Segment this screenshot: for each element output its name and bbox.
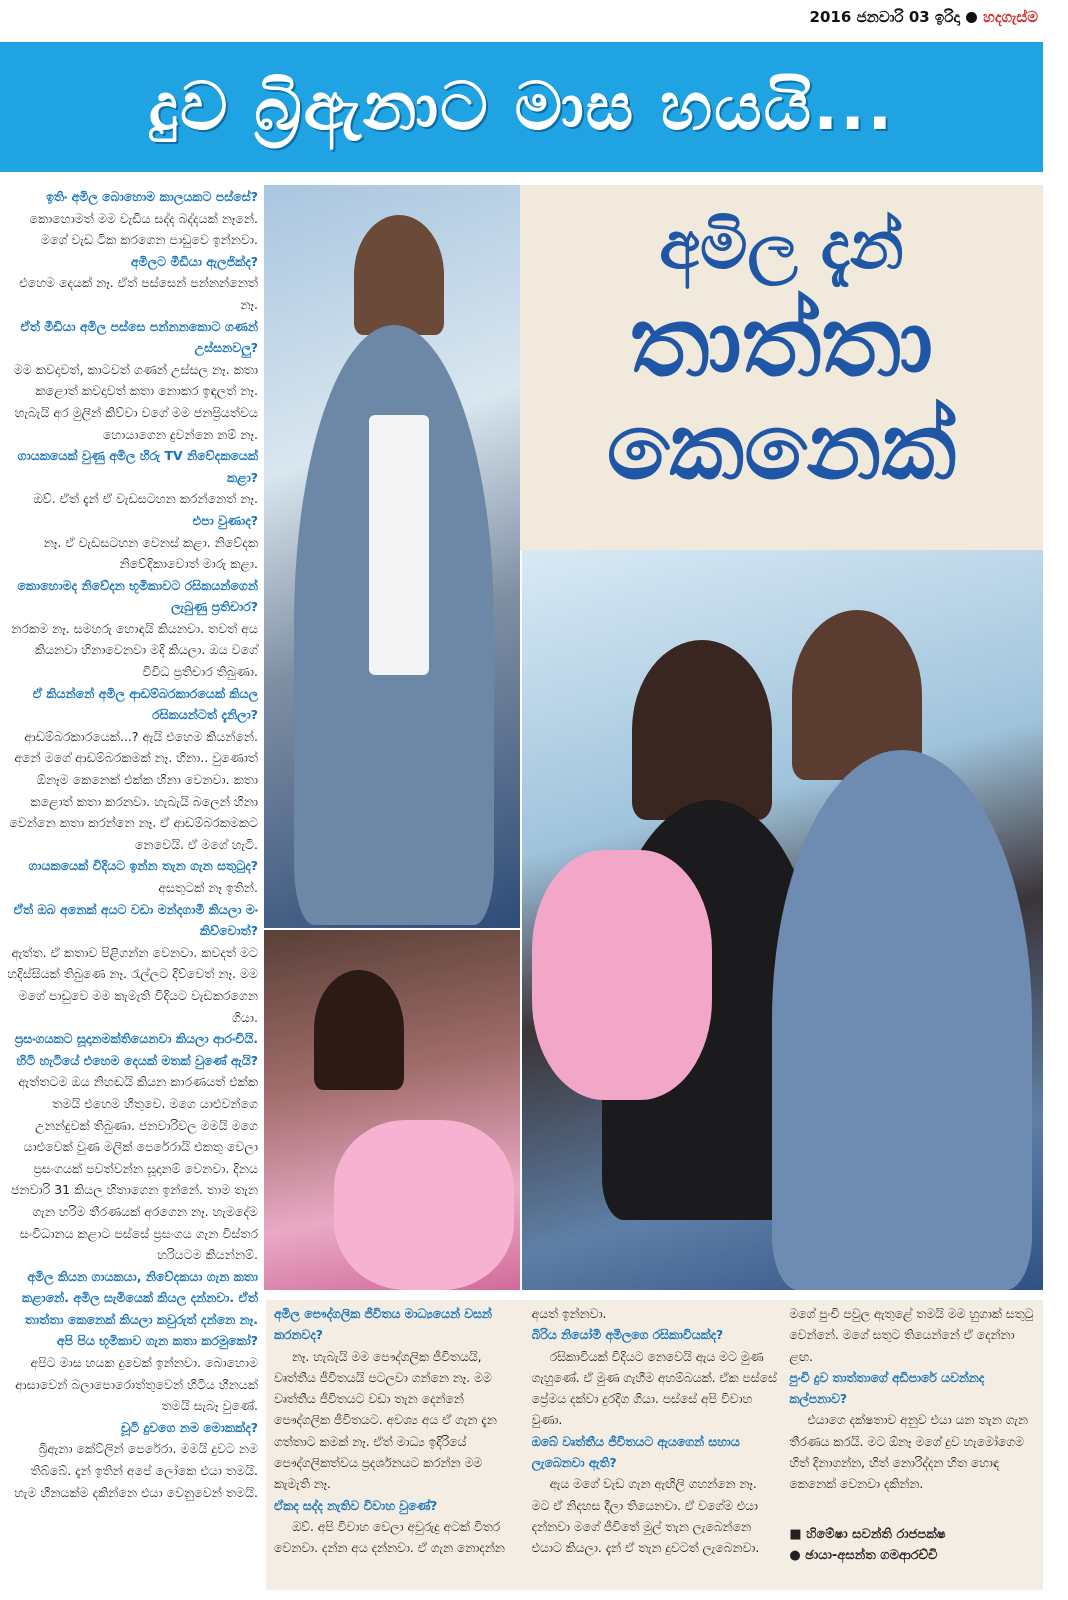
mother-head [632,640,772,820]
interview-answer: ඇය මගේ වැඩ ගැන ඇඟිලි ගහන්නෙ නෑ. මට ඒ නිදහස දීලා තියෙනවා. ඒ වගේම එයා දන්නවා මගේ ජීවිතේ මුල් තැන ලැබෙන්නෙ එයාට කියලා. දැන් ඒ තැන දුවටත් ලැබෙනවා. මගේ පුංචි පවුල ඇතුළේ තමයි මම හුගාක් සතුටු වෙන්නේ. මගේ සතුට තියෙන්නේ ඒ දෙන්නා ළඟ. [531,1307,1034,1556]
credit-photo: ● ඡායා-අසන්ත ගමආරච්චි [789,1547,938,1563]
interview-answer: රසිකාවියක් විදියට නෙවෙයි ඇය මට මුණ ගැහුණේ. ඒ මුණ ගැහීම අහම්බයක්. ඒක පස්සේ ප්‍රේමය දක්වා දුරදිග ගියා. පස්සේ අපි විවාහ වුණා. [531,1349,777,1428]
interview-answer: ආඩම්බරකාරයෙක්...? ඇයි එහෙම කියන්නේ. අනේ මගේ ආඩම්බරකමක් නෑ. හිනා.. වුණොත් ඕනෑම කෙනෙක් එක්ක හිනා වෙනවා. කතා කළොත් කතා කරනවා. හැබැයි බලෙන් හිනා වෙන්නෙ කතා කරන්නෙ නෑ. ඒ ආඩම්බරකමකට නෙවෙයි. ඒ මගේ හැටි. [9,728,258,852]
interview-question: ප්‍රසංගයකට සූදානමක්තියෙනවා කියලා ආරංචියි. හිටි හැටියේ එහෙම දෙයක් මතක් වුණේ ඇයි? [14,1031,258,1068]
interview-answer: බ්‍රිඇනා කේට්ලින් පෙරේරා. මමයි දුවට නම තිබ්බේ. දැන් ඉතින් අපේ ලෝකෙ එයා තමයි. හැම හීනයක්ම දකින්නෙ එයා වෙනුවෙන් තමයි. [14,1441,258,1500]
interview-question: අමිලට මීඩියා ඇලජික්ද? [130,253,258,269]
interview-answer: ඇත්තටම ඔය නිහඬයි කියන කාරණයත් එක්ක තමයි එහෙම හිතුවෙ. මගෙ යාළුවන්ගෙ උනන්දුවක් තිබුණා. ජනවාරිවල මමයි මගෙ යාළුවෙක් වුණ මලික් පෙරේරායි එකතු වෙලා ප්‍රසංගයක් පවත්වන්න සූදානම් වෙනවා. දිනය ජනවාරි 31 කියල හිතාගෙන ඉන්නේ. තාම තැන ගැන හරිම තීරණයක් අරගෙන නෑ. හැමදේම සංවිධානය කළාට පස්සේ ප්‍රසංගය ගැන විස්තර හරියටම කියන්නම්. [10,1074,258,1263]
interview-question: ඉතිං අමිල බොහොම කාලයකට පස්සේ? [46,189,258,204]
bullet-icon [966,12,977,23]
interview-answer: කොහොමත් මම වැඩිය සද්ද බද්දයක් නෑනේ. මගේ වැඩ ටික කරගෙන පාඩුවෙ ඉන්නවා. [29,210,258,248]
interview-answer: මම කවදාවත්, කාටවත් ගණන් උස්සල නෑ. කතා කළොත් කවදාවත් කතා නොකර ඉඳලත් නෑ. හැබැයි අර මුලින් කිව්වා වගේ මම ජනප්‍රියත්වය හොයාගෙන දුවන්නෙ නම් නෑ. [13,361,258,442]
photo-family [522,550,1043,1290]
interview-question: චූටි දුවගෙ නම මොකක්ද? [121,1419,258,1435]
interview-question: එපා වුණාද? [192,512,258,528]
mother-head [314,970,404,1090]
interview-answer: නරකම නෑ. සමහරු හොඳයි කියනවා. තවත් අය කියනවා හිනාවෙනවා මදි කියලා. ඔය වගේ විවිධ ප්‍රතිචාර තිබුණා. [11,620,258,680]
interview-answer: එයාගෙ දක්ෂතාව අනුව එයා යන තැන ගැන තීරණය කරයි. මට ඕනෑ මගේ දුව හැමෝගෙම හිත් දිනාගන්න, හිත් නොරිද්දන හිත හොඳ කෙනෙක් වෙනවා දකින්න. [789,1413,1028,1492]
interview-answer: ඔව්. ඒත් දැන් ඒ වැඩසටහන කරන්නෙත් නෑ. [33,491,258,507]
interview-question: ඒ කියන්නේ අමිල ආඩම්බරකාරයෙක් කියල රසිකයන්ටත් දැනිලා? [32,685,258,723]
interview-answer: නෑ. ඒ වැඩසටහන වෙනස් කළා. නිවේදක නිවේදිකාවොත් මාරු කළා. [43,534,258,572]
subhead-line-2: තාත්තා [629,285,934,399]
subheadline-box [520,185,1043,551]
left-text-column [0,186,262,1586]
interview-question: ඒත් මීඩියා අමිල පස්සෙ පන්නනකොට ගණන් උස්සනවලු? [20,318,258,356]
photo-amila-seated [264,185,520,928]
page-edge [1045,42,1068,1600]
white-shirt [369,415,429,675]
interview-question: ඒකද සද්ද නැතිව විවාහ වුණේ? [274,1498,438,1513]
interview-question: ඔබේ වෘත්තීය ජීවිතයට ඇයගෙන් සහාය ලැබෙනවා ඇති? [531,1434,740,1471]
interview-answer: නෑ. හැබැයි මම පෞද්ගලික ජීවිතයයි, වෘත්තීය ජීවිතයයි පටලවා ගන්නෙ නෑ. මම වෘත්තීය ජීවිතයට වඩා තැන දෙන්නේ පෞද්ගලික ජීවිතයට. අවශ්‍ය අය ඒ ගැන දැන ගත්තාට කමක් නෑ. ඒත් මාධ්‍ය ඉදිරියේ පෞද්ගලිකත්වය ප්‍රදර්ශනයට කරන්න මම කැමැති නෑ. [274,1349,497,1492]
subhead-line-3: කෙනෙක් [606,392,957,500]
photo-mother-baby [264,930,520,1290]
credits [789,1524,1035,1567]
subhead-line-1: අමිල දැන් [659,207,904,284]
issue-date: 2016 ජනවාරි 03 ඉරිදා [809,8,961,26]
interview-question: ඒත් ඔබ අනෙක් අයට වඩා මන්දගාමී කියලා මං කිව්වොත්? [13,901,258,939]
baby [532,850,712,1100]
interview-question: අමිල කියන ගායකයා, නිවේදකයා ගැන කතා කළානේ. අමිල සැමියෙක් කියල දන්නවා. ඒත් තාත්තා කෙනෙක් කියලා කවුරුත් දන්නෙ නෑ. අපි පිය භූමිකාව ගැන කතා කරමුකෝ? [21,1268,258,1349]
interview-question: ගායකයෙක් වුණු අමිල හිරු TV නිවේදකයෙක් කළා? [17,448,258,485]
bottom-text-columns [266,1300,1043,1590]
father-body [772,750,1032,1290]
dateline [810,8,1038,26]
interview-answer: ඔව්. අපි විවාහ වෙලා අවුරුදු අටක් විතර වෙනවා. දන්න අය දන්නවා. ඒ ගැන නොදන්න අයත් ඉන්නවා. [274,1307,607,1556]
credit-writer: ■ හිමේෂා සවන්ති රාජපක්ෂ [789,1526,946,1542]
person-head [354,215,444,335]
interview-answer: අසතුටක් නෑ ඉතින්. [158,880,258,895]
interview-answer: ඇත්ත. ඒ කතාව පිළිගන්න වෙනවා. කවදත් මට හදිස්සියක් තිබුණෙ නෑ. රැල්ලට දිව්වෙත් නෑ. මම මගේ පාඩුවෙ මම කැමැති විදියට වැඩකරගෙන ගියා. [7,944,258,1025]
interview-answer: අපිට මාස හයක දුවෙක් ඉන්නවා. බොහොම ආසාවෙන් බලාපොරොත්තුවෙන් හිටිය හීනයක් තමයි සැබෑ වුණේ. [15,1355,258,1414]
interview-question: අමිල පෞද්ගලික ජීවිතය මාධ්‍යයෙන් වසන් කරනවද? [274,1307,492,1343]
baby-dress [334,1120,514,1290]
interview-question: පුංචි දුව තාත්තාගේ අඩිපාරේ යවන්නද කල්පනාව? [789,1370,985,1407]
headline-banner [0,42,1043,172]
interview-question: බිරිය නියෝමි අමිලගෙ රසිකාවියක්ද? [531,1328,724,1343]
headline: දුව බ්‍රිඇනාට මාස හයයි... [148,67,895,145]
interview-question: ගායකයෙක් විදියට ඉන්න තැන ගැන සතුටුද? [28,858,258,874]
interview-question: කොහොමද නිවේදන භූමිකාවට රසිකයන්ගෙන් ලැබුණු ප්‍රතිචාර? [17,577,258,615]
interview-answer: එහෙම දෙයක් නෑ. ඒත් පස්සෙන් පන්නන්නෙත් නෑ. [19,275,258,312]
section-name: හදගැස්ම [983,8,1038,26]
